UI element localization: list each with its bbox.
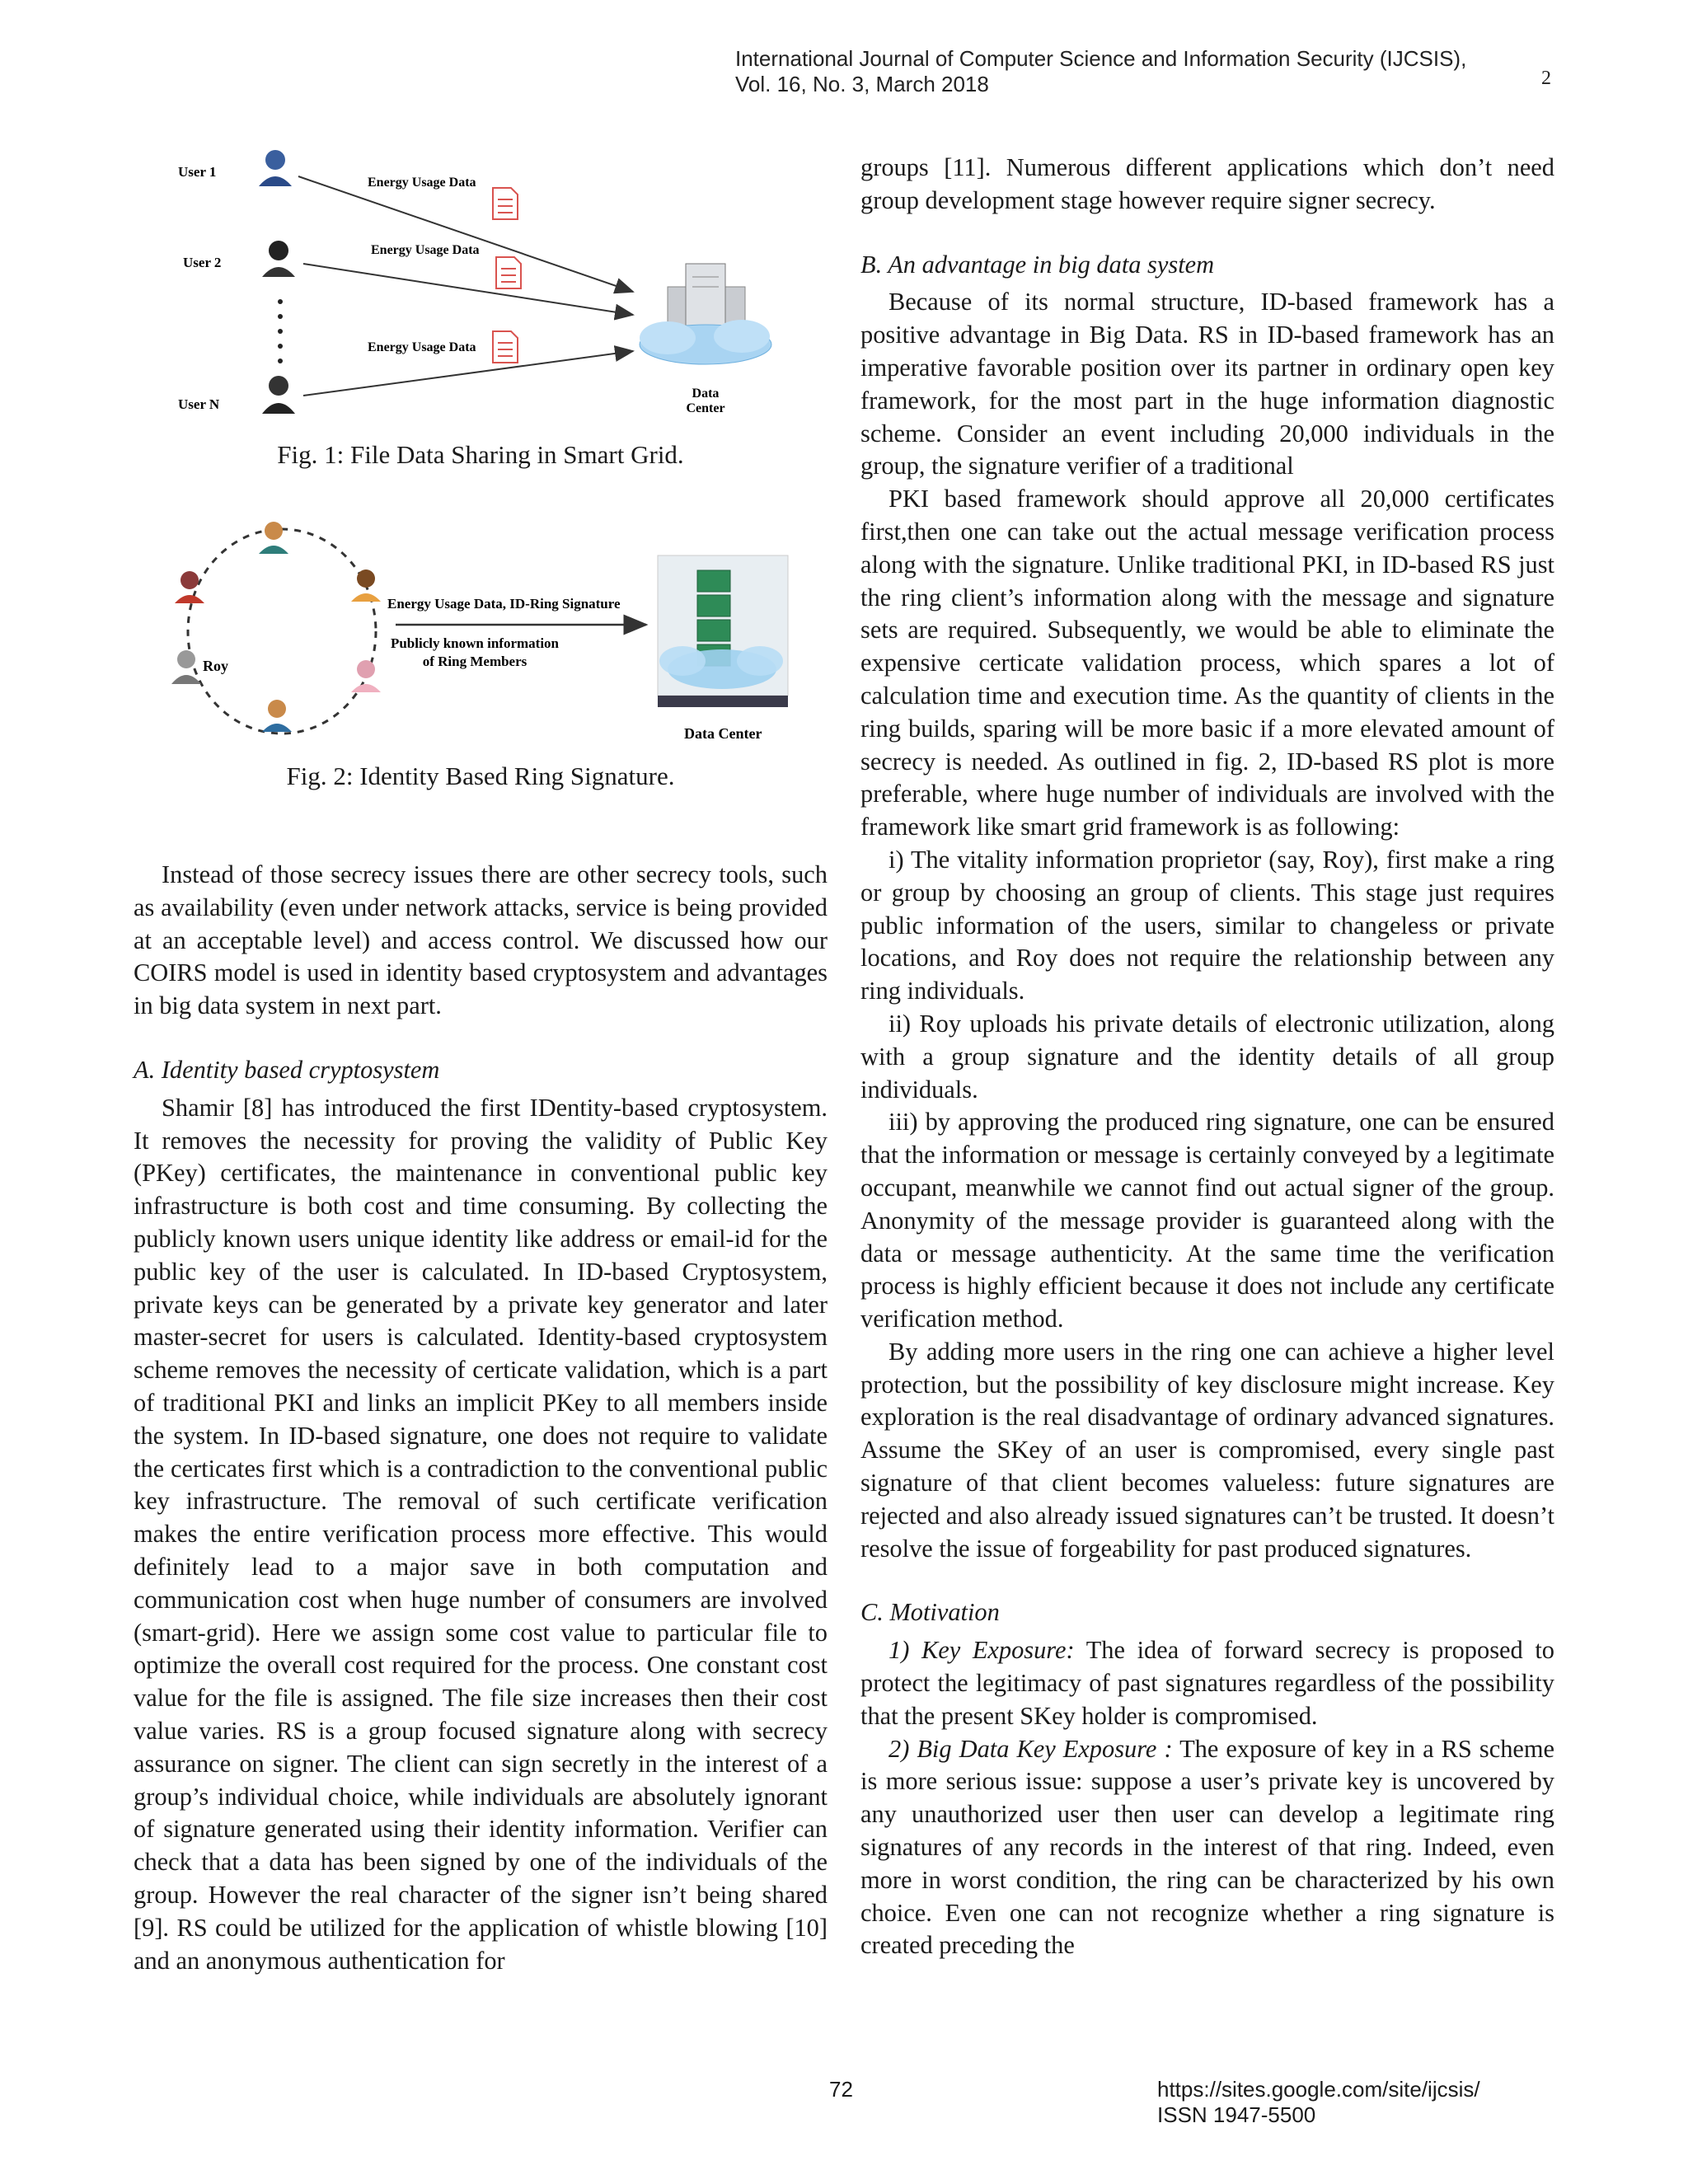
ring-member-avatar — [351, 569, 381, 602]
paragraph — [860, 1733, 1554, 1963]
data-center-label: Data Center — [684, 725, 762, 742]
document-icon — [496, 257, 521, 288]
ellipsis-dots — [278, 299, 283, 363]
arrow-label: Energy Usage Data, ID-Ring Signature — [387, 596, 621, 612]
roy-avatar — [171, 650, 201, 684]
ring-member-avatar — [175, 571, 204, 603]
paragraph: ii) Roy uploads his private details of electronic utilization, along with a group signature and the identity details of all group individuals. — [860, 1009, 1554, 1104]
paragraph: groups [11]. Numerous different applications which don’t need group development stage however require signer secrecy. — [860, 153, 1554, 214]
paragraph: Because of its normal structure, ID-based framework has a positive advantage in Big Data. RS in ID-based framework has an imperative favorable position over its partner in ordinary open key framework, for the most part in the huge information diagnostic scheme. Consider an event including 20,000 individuals in the group, the signature verifier of a traditional — [860, 288, 1554, 480]
figure-1-caption: Fig. 1: File Data Sharing in Smart Grid. — [277, 440, 684, 469]
data-center-label-1: Data — [692, 387, 720, 401]
footer-info — [1157, 2077, 1480, 2128]
arrow-user1 — [298, 176, 633, 292]
journal-title: International Journal of Computer Science and Information Security (IJCSIS), — [735, 46, 1467, 71]
ring-member-avatar — [262, 700, 292, 732]
section-heading-c: C. Motivation — [860, 1598, 1000, 1627]
figure-2 — [165, 508, 808, 755]
user-1-avatar — [259, 150, 292, 186]
right-column — [860, 152, 1554, 1962]
journal-header — [735, 46, 1466, 97]
journal-volume: Vol. 16, No. 3, March 2018 — [735, 72, 989, 96]
info-label-2: of Ring Members — [422, 654, 528, 669]
footer-url: https://sites.google.com/site/ijcsis/ — [1157, 2077, 1480, 2102]
footer-issn: ISSN 1947-5500 — [1157, 2102, 1316, 2127]
paragraph: iii) by approving the produced ring signature, one can be ensured that the information or message is certainly conveyed by a legitimate occupant, meanwhile we cannot find out actual signer of the group. Anonymity of the message provider is guaranteed along with the data or message authenticity. At the same time the verification process is highly efficient because it does not include any certificate verification method. — [860, 1108, 1554, 1333]
subsection-heading: 1) Key Exposure: — [889, 1636, 1075, 1665]
left-column — [134, 859, 828, 1977]
edge-label-2: Energy Usage Data — [371, 243, 480, 257]
paragraph: Instead of those secrecy issues there are other secrecy tools, such as availability (even under network attacks, service is being provided at an acceptable level) and access control. We discussed how our COIRS model is used in identity based cryptosystem and advantages in big data system in next part. — [134, 860, 828, 1020]
paragraph: PKI based framework should approve all 20,000 certificates first,then one can take out the actual message verification process along with the signature. Unlike traditional PKI, in ID-based RS just the ring client’s information along with the message and signature sets are required. Subsequently, we would be able to eliminate the expensive certicate validation process, which spares a lot of calculation time and execution time. As the quantity of clients in the ring builds, sparing will be more basic if a more elevated amount of secrecy is needed. As outlined in fig. 2, ID-based RS plot is more preferable, where huge number of individuals are involved with the framework like smart grid framework is as following: — [860, 485, 1554, 841]
user-2-label: User 2 — [183, 255, 222, 270]
user-2-avatar — [262, 241, 295, 277]
user-n-label: User N — [178, 396, 220, 412]
user-n-avatar — [262, 376, 295, 414]
footer-page-number: 72 — [829, 2077, 853, 2102]
edge-label-1: Energy Usage Data — [368, 176, 476, 190]
paragraph: By adding more users in the ring one can achieve a higher level protection, but the possibility of key disclosure might increase. Key exploration is the real disadvantage of ordinary advanced signatures. Assume the SKey of an user is compromised, every single past signature of that client becomes valueless: future signatures are rejected and also already issued signatures can’t be trusted. It doesn’t resolve the issue of forgeability for past produced signatures. — [860, 1337, 1554, 1563]
edge-label-3: Energy Usage Data — [368, 340, 476, 354]
document-icon — [493, 331, 518, 363]
section-heading-a: A. Identity based cryptosystem — [134, 1055, 440, 1084]
paragraph: Shamir [8] has introduced the first IDentity-based cryptosystem. It removes the necessity for proving the validity of Public Key (PKey) certificates, the maintenance in conventional public key infrastructure is both cost and time consuming. By collecting the publicly known users unique identity like address or email-id for the public key of the user is calculated. In ID-based Cryptosystem, private keys can be generated by a private key generator and later master-secret for users is calculated. Identity-based cryptosystem scheme removes the necessity of certicate validation, which is a part of traditional PKI and links an implicit PKey to all members inside the system. In ID-based signature, one does not require to validate the certicates first which is a contradiction to the conventional public key infrastructure. The removal of such certificate verification makes the entire verification process more effective. This would definitely lead to a major save in both computation and communication cost when huge number of consumers are involved (smart-grid). Here we assign some cost value to particular file to optimize the overall cost required for the process. One constant cost value for the file is assigned. The file size increases then their cost value varies. RS is a group focused signature along with secrecy assurance on signer. The client can sign secretly in the interest of a group’s individual choice, while individuals are absolutely ignorant of signature generated using their identity information. Verifier can check that a data has been signed by one of the individuals of the group. However the real character of the signer isn’t being shared [9]. RS could be utilized for the application of whistle blowing [10] and an anonymous authentication for — [134, 1093, 828, 1975]
document-icon — [493, 188, 518, 219]
paragraph — [860, 1634, 1554, 1732]
data-center-label-2: Center — [686, 401, 725, 415]
arrow-usern — [303, 351, 633, 396]
roy-label: Roy — [203, 658, 228, 674]
datacenter-server-icon — [658, 555, 788, 707]
section-heading-b: B. An advantage in big data system — [860, 250, 1215, 279]
paragraph: i) The vitality information proprietor (say, Roy), first make a ring or group by choosing an group of clients. This stage just requires public information of the users, similar to changeless or private locations, and Roy does not require the relationship between any ring individuals. — [860, 845, 1554, 1005]
info-label-1: Publicly known information — [390, 635, 560, 651]
ring-member-avatar — [259, 522, 288, 554]
server-cloud-icon — [640, 264, 771, 364]
paragraph-text: The idea of forward secrecy is proposed to protect the legitimacy of past signatures regardless of the possibility that the present SKey holder is compromised. — [860, 1636, 1554, 1730]
figure-1 — [165, 140, 791, 420]
page-number: 2 — [1541, 68, 1551, 89]
subsection-heading: 2) Big Data Key Exposure : — [889, 1734, 1173, 1763]
figure-2-caption: Fig. 2: Identity Based Ring Signature. — [286, 762, 675, 790]
ring-member-avatar — [351, 660, 381, 692]
arrow-user2 — [303, 264, 633, 315]
paragraph-text: The exposure of key in a RS scheme is more serious issue: suppose a user’s private key is uncovered by any unauthorized user then user can develop a legitimate ring signatures of any records in the interest of that ring. Indeed, even more in worst condition, the ring can be characterized by his own choice. Even one can not recognize whether a ring signature is created preceding the — [860, 1734, 1555, 1960]
user-1-label: User 1 — [178, 164, 217, 180]
